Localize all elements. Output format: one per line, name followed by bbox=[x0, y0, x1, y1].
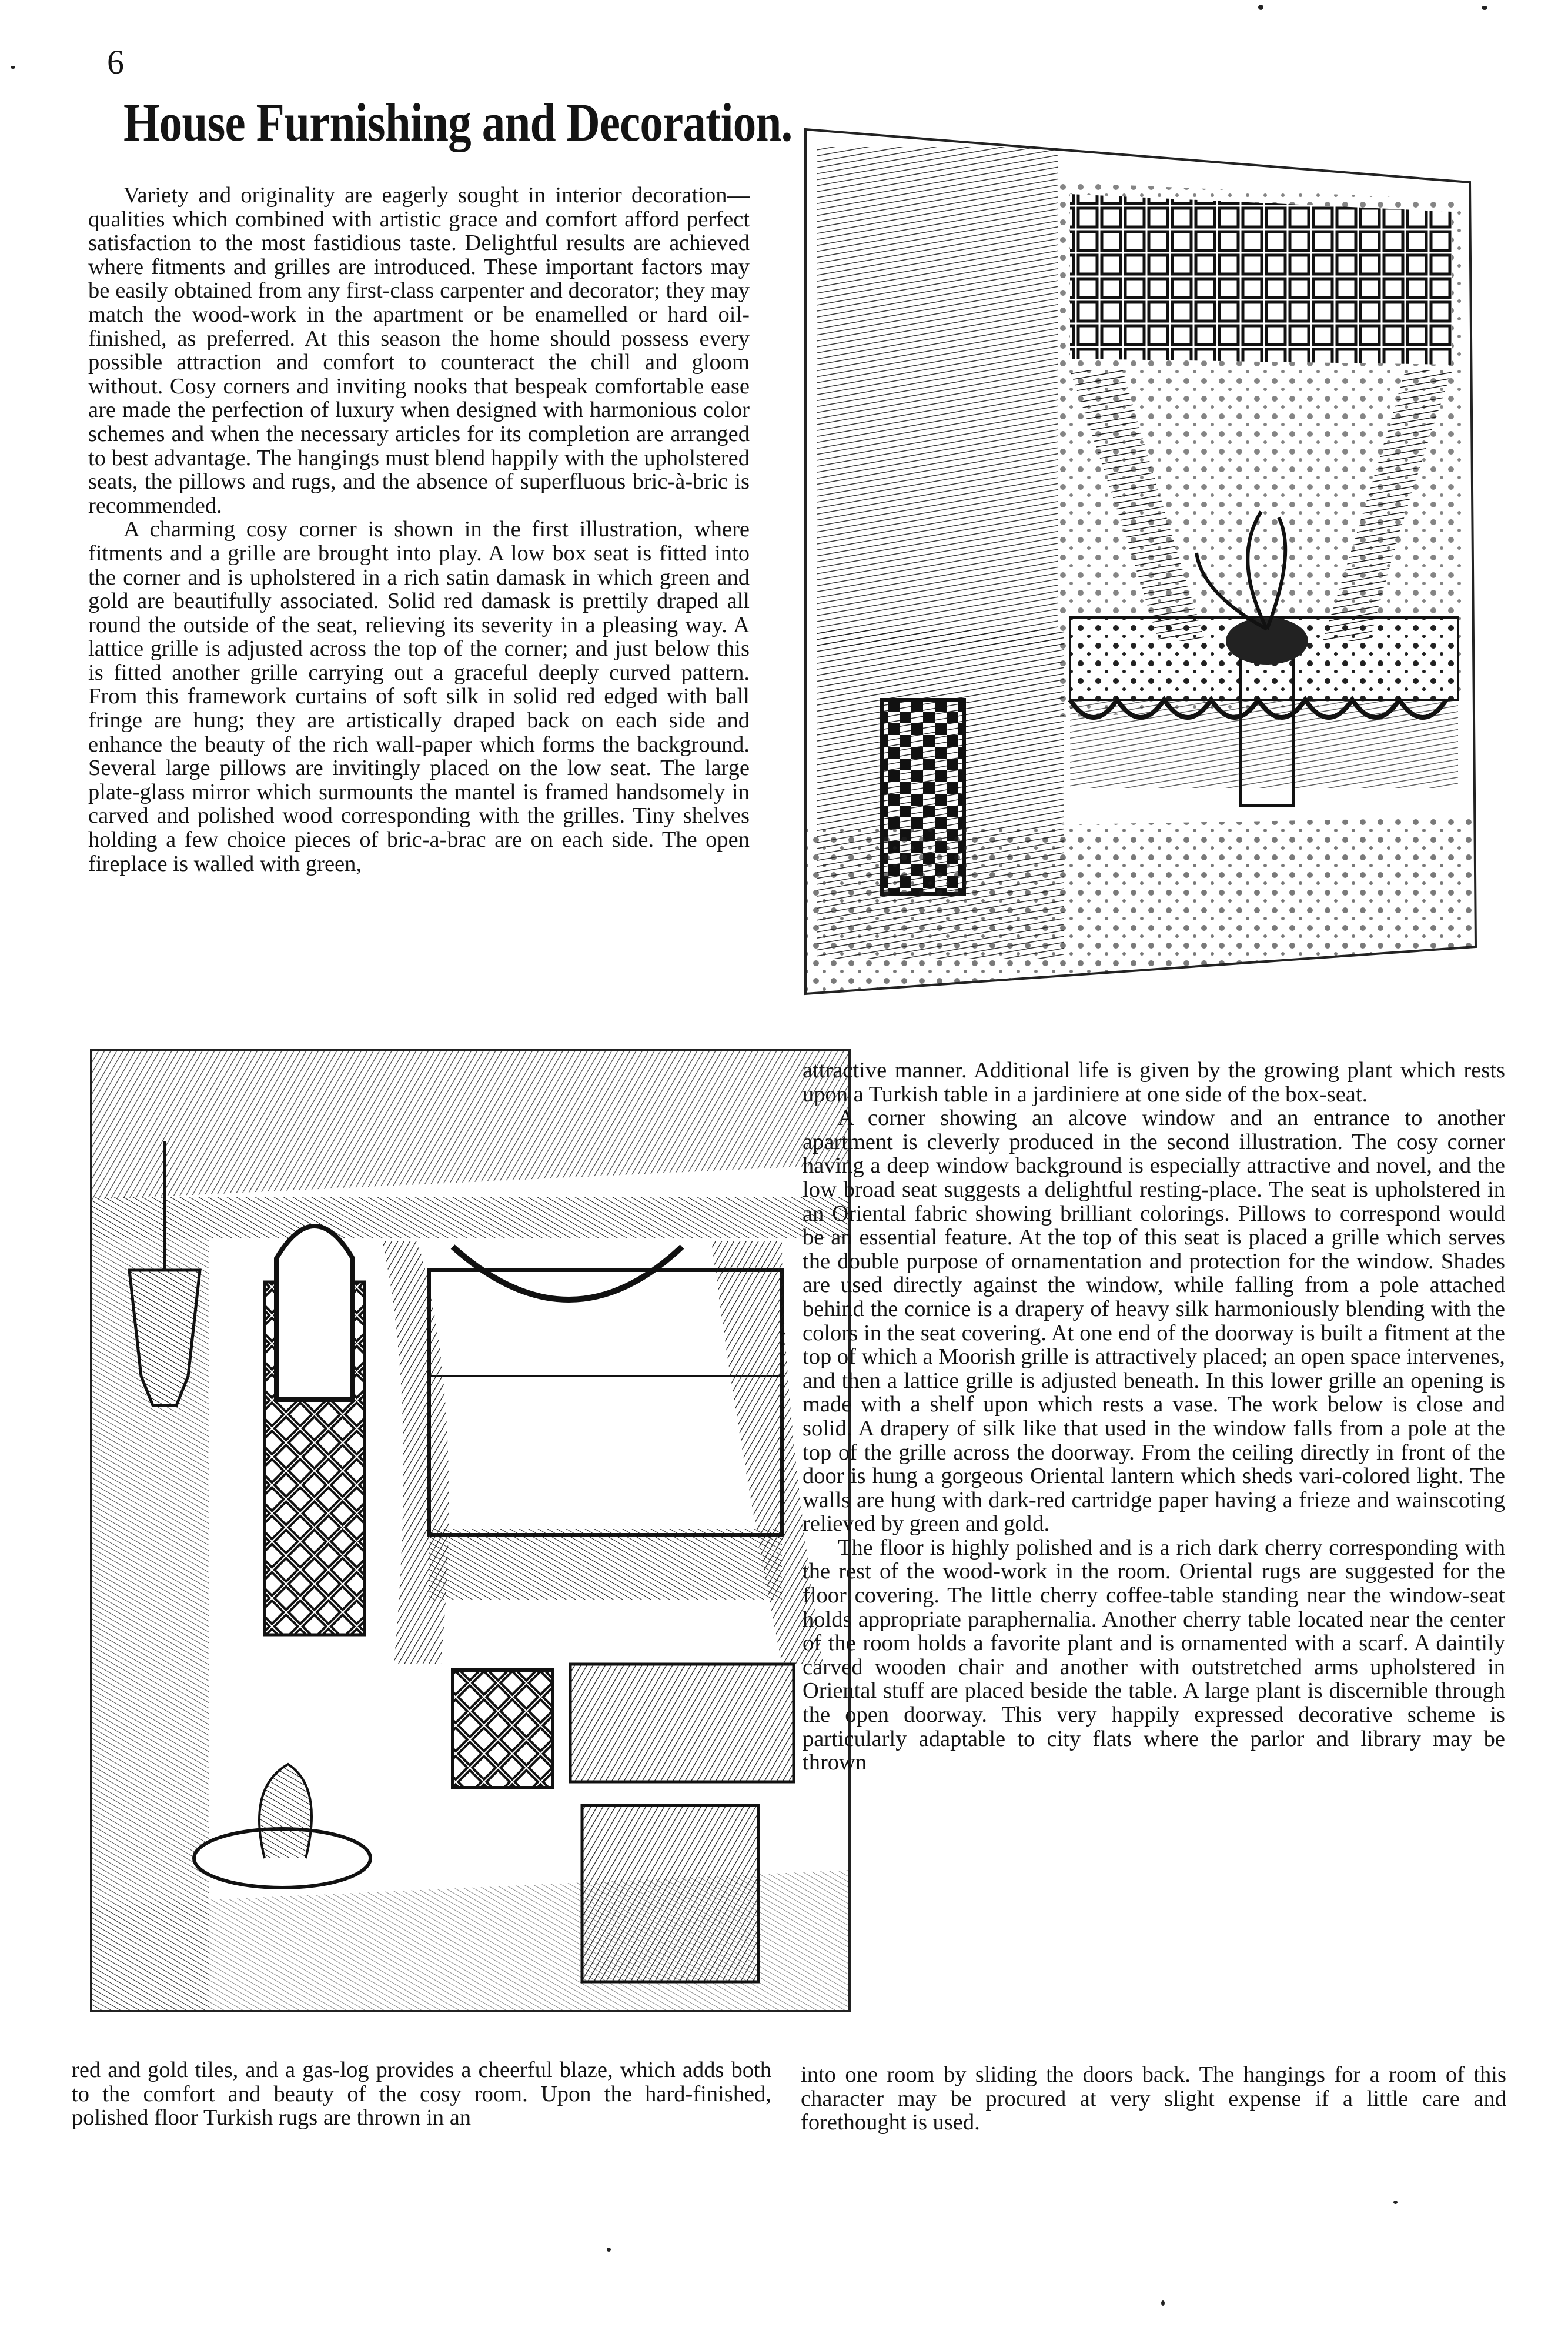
scan-speck bbox=[1161, 2300, 1165, 2306]
article-title: House Furnishing and Decoration. bbox=[123, 92, 793, 152]
illustration-alcove-window bbox=[88, 1047, 852, 2014]
paragraph-closing: into one room by sliding the doors back. The hangings for a room of this character may be procured at very slight expense if a little care and forethought is used. bbox=[801, 2062, 1506, 2135]
bottom-left-text bbox=[72, 2058, 771, 2130]
left-column-text bbox=[88, 183, 750, 876]
paragraph-fireplace-continued: red and gold tiles, and a gas-log provides a cheerful blaze, which adds both to the comfort and beauty of the cosy room. Upon the hard-finished, polished floor Turkish rugs are thrown in an bbox=[72, 2058, 771, 2131]
illustration-cosy-corner bbox=[794, 112, 1490, 1009]
bottom-right-text bbox=[801, 2063, 1506, 2135]
alcove-window-engraving bbox=[88, 1047, 852, 2014]
scan-speck bbox=[607, 2248, 611, 2252]
page-number: 6 bbox=[107, 43, 124, 81]
scan-speck bbox=[1393, 2201, 1398, 2204]
scan-speck bbox=[1482, 6, 1487, 10]
paragraph-intro: Variety and originality are eagerly sought in interior decoration—qualities which combined with artistic grace and comfort afford perfect satisfaction to the most fastidious taste. Delightful results are achieved where fitments and grilles are introduced. These important factors may be easily obtained from any first-class carpenter and decorator; they may match the wood-work in the apartment or be enamelled or hard oil-finished, as preferred. At this season the home should possess every possible attraction and comfort to counteract the chill and gloom without. Cosy corners and inviting nooks that bespeak comfortable ease are made the perfection of luxury when designed with harmonious color schemes and when the necessary articles for its completion are arranged to best advantage. The hangings must blend happily with the upholstered seats, the pillows and rugs, and the absence of superfluous bric-à-bric is recommended. bbox=[88, 183, 750, 518]
paragraph-floor: The floor is highly polished and is a rich dark cherry corresponding with the rest of the wood-work in the room. Oriental rugs are suggested for the floor covering. The little cherry coffee-table standing near the window-seat holds appropriate paraphernalia. Another cherry table located near the center of the room holds a favorite plant and is ornamented with a scarf. A daintily carved wooden chair and another with outstretched arms upholstered in Oriental stuff are placed beside the table. A large plant is discernible through the open doorway. This very happily expressed decorative scheme is particularly adaptable to city flats where the parlor and library may be thrown bbox=[803, 1535, 1505, 1775]
scan-speck bbox=[1258, 5, 1263, 10]
scan-speck bbox=[11, 66, 15, 69]
paragraph-continued: attractive manner. Additional life is given by the growing plant which rests upon a Turkish table in a jardiniere at one side of the box-seat. bbox=[803, 1058, 1505, 1107]
paragraph-first-illustration: A charming cosy corner is shown in the first illustration, where fitments and a grille are brought into play. A low box seat is fitted into the corner and is upholstered in a rich satin damask in which green and gold are beautifully associated. Solid red damask is prettily draped all round the outside of the seat, relieving its severity in a pleasing way. A lattice grille is adjusted across the top of the corner; and just below this is fitted another grille carrying out a graceful deeply curved pattern. From this framework curtains of soft silk in solid red edged with ball fringe are hung; they are artistically draped back on each side and enhance the beauty of the rich wall-paper which forms the background. Several large pillows are invitingly placed on the low seat. The large plate-glass mirror which surmounts the mantel is framed handsomely in carved and polished wood corresponding with the grilles. Tiny shelves holding a few choice pieces of bric-a-brac are on each side. The open fireplace is walled with green, bbox=[88, 517, 750, 876]
paragraph-second-illustration: A corner showing an alcove window and an entrance to another apartment is cleverly produced in the second illustration. The cosy corner having a deep window background is especially attractive and novel, and the low broad seat suggests a delightful resting-place. The seat is upholstered in an Oriental fabric showing brilliant colorings. Pillows to correspond would be an essential feature. At the top of this seat is placed a grille which serves the double purpose of ornamentation and protection for the window. Shades are used directly against the window, while falling from a pole attached behind the cornice is a drapery of heavy silk harmoniously blending with the colors in the seat covering. At one end of the doorway is built a fitment at the top of which a Moorish grille is attractively placed; an open space intervenes, and then a lattice grille is adjusted beneath. In this lower grille an opening is made with a shelf upon which rests a vase. The work below is close and solid. A drapery of silk like that used in the window falls from a pole at the top of the grille across the doorway. From the ceiling directly in front of the door is hung a gorgeous Oriental lantern which sheds vari-colored light. The walls are hung with dark-red cartridge paper having a frieze and wainscoting relieved by green and gold. bbox=[803, 1106, 1505, 1537]
cosy-corner-engraving bbox=[794, 112, 1490, 1009]
right-column-text bbox=[803, 1059, 1505, 1775]
